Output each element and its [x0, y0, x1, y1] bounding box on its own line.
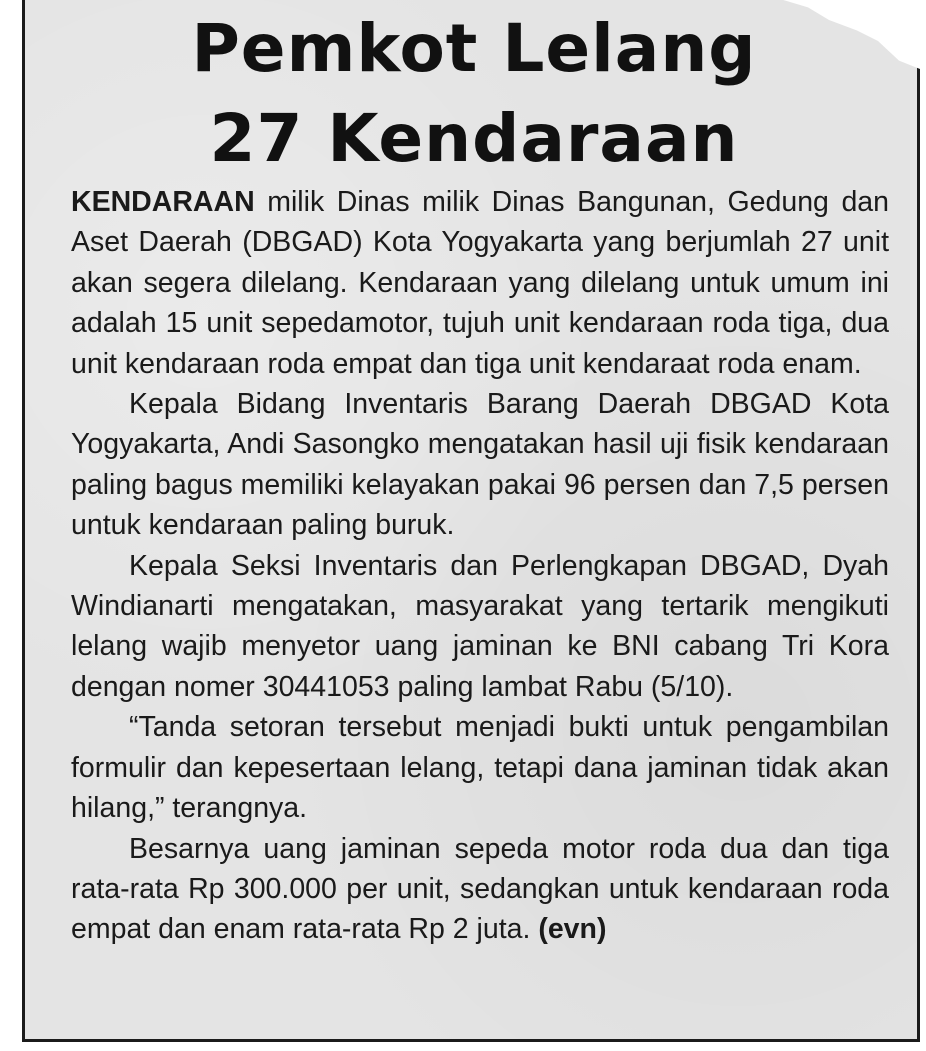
paragraph-2: Kepala Bidang Inventaris Barang Daerah DBGAD Kota Yogyakarta, Andi Sasongko mengatakan hasil uji fisik kendaraan paling bagus memiliki kelayakan pakai 96 persen dan 7,5 persen untuk kendaraan paling buruk.	[71, 388, 889, 542]
author-byline: (evn)	[538, 913, 607, 946]
paragraph-3: Kepala Seksi Inventaris dan Perlengkapan DBGAD, Dyah Windianarti mengatakan, masyarakat yang tertarik mengikuti lelang wajib menyetor uang jaminan ke BNI cabang Tri Kora dengan nomer 30441053 paling lambat Rabu (5/10).	[71, 549, 889, 703]
paragraph-4: “Tanda setoran tersebut menjadi bukti untuk pengambilan formulir dan kepesertaan lelang, tetapi dana jaminan tidak akan hilang,” terangnya.	[71, 711, 889, 825]
paragraph-5-text: Besarnya uang jaminan sepeda motor roda dua dan tiga rata-rata Rp 300.000 per unit, sedangkan untuk kendaraan roda empat dan enam rata-rata Rp 2 juta.	[71, 832, 889, 946]
paragraph-5	[71, 829, 889, 950]
lead-word: KENDARAAN	[71, 186, 255, 218]
headline	[25, 4, 923, 184]
headline-line-2: 27 Kendaraan	[209, 100, 739, 177]
headline-line-1: Pemkot Lelang	[191, 10, 757, 87]
paragraph-1-text: milik Dinas milik Dinas Bangunan, Gedung dan Aset Daerah (DBGAD) Kota Yogyakarta yang berjumlah 27 unit akan segera dilelang. Kendaraan yang dilelang untuk umum ini adalah 15 unit sepedamotor, tujuh unit kendaraan roda tiga, dua unit kendaraan roda empat dan tiga unit kendaraat roda enam.	[71, 186, 889, 380]
newspaper-clipping	[22, 0, 920, 1042]
article-body	[71, 182, 889, 950]
paragraph-1	[71, 182, 889, 384]
